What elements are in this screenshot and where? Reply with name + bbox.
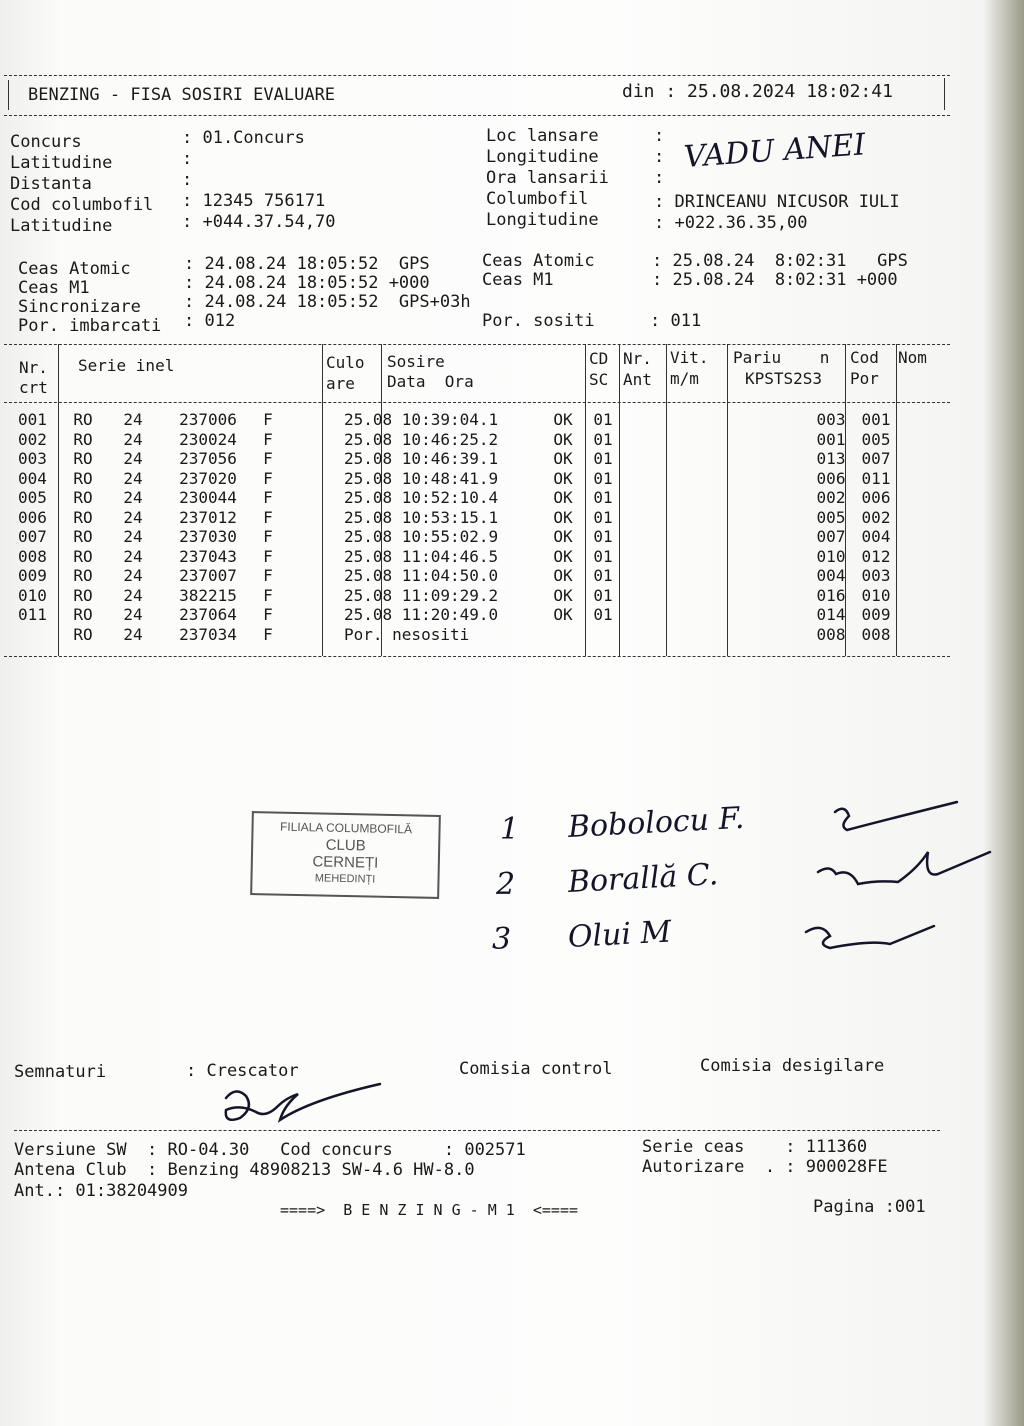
info-right-label: Columbofil [486, 189, 589, 209]
header-data-ora: Data Ora [387, 372, 474, 391]
table-top-rule [4, 344, 950, 345]
row-country: RO [73, 488, 93, 507]
row-sex: F [263, 566, 273, 585]
table-row [18, 625, 896, 645]
row-nr: 003 [18, 449, 47, 468]
table-row [18, 449, 896, 469]
row-sex: F [263, 507, 273, 527]
row-year: 24 [123, 488, 143, 507]
row-sex: F [263, 429, 273, 449]
clock-left-value: : 24.08.24 18:05:52 +000 [184, 273, 430, 293]
row-cod-por: 010 [816, 546, 846, 566]
empty-cell [626, 430, 806, 450]
row-nom: 006 [861, 488, 891, 507]
row-cod-por: 003 [816, 410, 846, 429]
info-left-value: : [182, 170, 193, 190]
empty-cell [278, 430, 338, 450]
empty-cell [278, 586, 338, 606]
info-right-label: Ora lansarii [486, 168, 609, 188]
footer-top-rule [14, 1130, 940, 1131]
row-antenna: 01 [593, 605, 613, 624]
row-nom: 003 [861, 566, 891, 585]
info-left-value: : [182, 149, 193, 169]
clock-right-label: Ceas Atomic [482, 251, 595, 271]
signature-comisia-control: Comisia control [459, 1059, 613, 1079]
row-sex: F [263, 488, 273, 507]
row-antenna: 01 [593, 468, 613, 488]
row-nom: 002 [861, 507, 891, 527]
row-nom: 010 [861, 585, 891, 605]
clock-left-label: Por. imbarcati [18, 316, 162, 336]
row-year: 24 [123, 449, 143, 468]
row-cd: OK [553, 449, 573, 468]
row-country: RO [73, 410, 93, 429]
info-left-label: Latitudine [10, 153, 113, 173]
clock-right-value: : 011 [650, 311, 702, 331]
row-ring: 237056 [179, 449, 237, 468]
header-culoare-1: Culo [326, 353, 365, 372]
header-serie-inel: Serie inel [78, 356, 175, 375]
row-arrival: 25.08 11:20:49.0 [344, 605, 499, 624]
row-country: RO [73, 449, 93, 468]
header-nr: Nr. [19, 358, 48, 377]
row-antenna: 01 [593, 527, 613, 546]
signature-crescator: : Crescator [186, 1061, 299, 1081]
row-arrival: 25.08 10:39:04.1 [344, 410, 499, 429]
row-sex: F [263, 585, 273, 605]
empty-cell [278, 605, 338, 625]
header-culoare-2: are [326, 374, 355, 393]
info-left-label: Cod columbofil [10, 195, 154, 215]
row-ring: 382215 [179, 585, 237, 605]
info-left-label: Distanta [10, 174, 92, 194]
row-ring: 237012 [179, 507, 237, 527]
empty-cell [626, 449, 806, 469]
row-ring: 230044 [179, 488, 237, 507]
footer-antenna: Antena Club : Benzing 48908213 SW-4.6 HW-8.0 [14, 1160, 475, 1180]
row-arrival: 25.08 10:46:25.2 [344, 429, 499, 449]
table-row [18, 469, 896, 489]
header-cd: CD [589, 349, 609, 368]
empty-cell [278, 527, 338, 547]
row-year: 24 [123, 527, 143, 546]
row-cod-por: 013 [816, 449, 846, 468]
info-right-value: : [654, 147, 665, 167]
table-row [18, 527, 896, 547]
header-sc: SC [589, 370, 609, 389]
clock-right-label: Ceas M1 [482, 270, 554, 290]
footer-clock-serial: Serie ceas : 111360 [642, 1137, 868, 1157]
row-arrival: 25.08 11:09:29.2 [344, 585, 499, 605]
clock-right-value: : 25.08.24 8:02:31 GPS [652, 251, 908, 271]
row-cd: OK [553, 605, 573, 624]
commission-name: Borallă C. [567, 857, 720, 900]
row-country: RO [73, 605, 93, 624]
row-nr: 011 [18, 605, 47, 624]
row-antenna: 01 [593, 507, 613, 527]
row-antenna: 01 [593, 566, 613, 585]
row-country: RO [73, 507, 93, 527]
row-country: RO [73, 468, 93, 488]
signature-comisia-desigilare: Comisia desigilare [700, 1056, 885, 1076]
info-right-label: Loc lansare [486, 126, 599, 146]
row-antenna: 01 [593, 546, 613, 566]
row-nom: 001 [861, 410, 891, 429]
row-ring: 237020 [179, 468, 237, 488]
footer-page-number: Pagina :001 [813, 1197, 926, 1217]
header-nom: Nom [898, 348, 927, 367]
row-nom: 008 [861, 624, 891, 644]
row-ring: 230024 [179, 429, 237, 449]
empty-cell [626, 547, 806, 567]
row-year: 24 [123, 468, 143, 488]
header-right-rule [944, 78, 945, 110]
row-country: RO [73, 429, 93, 449]
row-year: 24 [123, 566, 143, 585]
row-arrival: 25.08 10:52:10.4 [344, 488, 499, 507]
row-arrival: 25.08 10:48:41.9 [344, 468, 499, 488]
header-nr-ant-2: Ant [623, 370, 652, 389]
footer-version: Versiune SW : RO-04.30 Cod concurs : 002571 [14, 1140, 526, 1160]
arrivals-table [18, 410, 896, 644]
row-arrival: Por. nesositi [344, 624, 470, 644]
stamp-line: FILIALA COLUMBOFILĂ [279, 819, 413, 837]
row-antenna: 01 [593, 429, 613, 449]
header-pariu-2: KPSTS2S3 [745, 369, 823, 388]
table-row [18, 605, 896, 625]
row-cd: OK [553, 488, 573, 507]
info-left-label: Concurs [10, 132, 82, 152]
row-year: 24 [123, 507, 143, 527]
row-year: 24 [123, 429, 143, 449]
row-country: RO [73, 566, 93, 585]
row-ring: 237006 [179, 410, 237, 429]
table-row [18, 586, 896, 606]
row-cd: OK [553, 527, 573, 546]
empty-cell [278, 469, 338, 489]
stamp-line: MEHEDINȚI [314, 872, 376, 886]
row-country: RO [73, 527, 93, 546]
row-year: 24 [123, 605, 143, 624]
clock-right-label: Por. sositi [482, 311, 595, 331]
header-top-rule [4, 75, 950, 76]
row-ring: 237043 [179, 546, 237, 566]
header-pariu-1: Pariu n [733, 348, 830, 367]
club-stamp [250, 811, 441, 899]
row-nr: 005 [18, 488, 47, 507]
row-nr: 002 [18, 429, 47, 449]
row-cd: OK [553, 429, 573, 449]
table-row [18, 566, 896, 586]
row-cod-por: 004 [816, 566, 846, 585]
empty-cell [278, 488, 338, 508]
row-cod-por: 008 [816, 624, 846, 644]
row-cd: OK [553, 546, 573, 566]
release-place-handwritten: VADU ANEI [682, 127, 867, 175]
row-cod-por: 006 [816, 468, 846, 488]
row-ring: 237064 [179, 605, 237, 624]
header-cod-2: Por [850, 369, 879, 388]
row-nr: 001 [18, 410, 47, 429]
row-arrival: 25.08 11:04:50.0 [344, 566, 499, 585]
clock-left-value: : 24.08.24 18:05:52 GPS [184, 254, 430, 274]
clock-left-label: Sincronizare [18, 297, 141, 317]
row-cd: OK [553, 585, 573, 605]
row-ring: 237007 [179, 566, 237, 585]
row-cod-por: 016 [816, 585, 846, 605]
footer-brand: ====> B E N Z I N G - M 1 <==== [280, 1201, 579, 1219]
empty-cell [626, 625, 806, 645]
info-left-value: : 12345 756171 [182, 191, 326, 211]
header-crt: crt [19, 378, 48, 397]
row-nom: 005 [861, 429, 891, 449]
clock-left-label: Ceas M1 [18, 278, 90, 298]
empty-cell [278, 449, 338, 469]
info-right-label: Longitudine [486, 210, 599, 230]
commission-number: 2 [496, 867, 516, 902]
row-sex: F [263, 410, 273, 429]
row-sex: F [263, 527, 273, 546]
table-row [18, 488, 896, 508]
table-row [18, 430, 896, 450]
info-left-value: : +044.37.54,70 [182, 212, 336, 232]
clock-left-label: Ceas Atomic [18, 259, 131, 279]
header-vit-1: Vit. [670, 348, 709, 367]
row-nom: 007 [861, 449, 891, 468]
info-right-label: Longitudine [486, 147, 599, 167]
row-nom: 004 [861, 527, 891, 546]
row-country: RO [73, 624, 93, 644]
row-antenna: 01 [593, 488, 613, 507]
table-row [18, 547, 896, 567]
row-cod-por: 014 [816, 605, 846, 624]
empty-cell [626, 508, 806, 528]
info-left-label: Latitudine [10, 216, 113, 236]
empty-cell [278, 566, 338, 586]
empty-cell [626, 488, 806, 508]
clock-left-value: : 24.08.24 18:05:52 GPS+03h [184, 292, 471, 312]
stamp-line: CERNEȚI [312, 853, 379, 872]
signatures-label: Semnaturi [14, 1062, 107, 1082]
empty-cell [626, 469, 806, 489]
row-nr: 009 [18, 566, 47, 585]
row-nr: 004 [18, 468, 47, 488]
commission-name: Olui M [567, 914, 673, 955]
header-nr-ant-1: Nr. [623, 349, 652, 368]
empty-cell [278, 508, 338, 528]
header-bottom-rule [4, 115, 950, 116]
row-arrival: 25.08 10:53:15.1 [344, 507, 499, 527]
row-country: RO [73, 546, 93, 566]
row-cd: OK [553, 410, 573, 429]
empty-cell [278, 410, 338, 430]
report-date: din : 25.08.2024 18:02:41 [622, 81, 893, 102]
empty-cell [626, 605, 806, 625]
commission-number: 3 [492, 922, 512, 957]
stamp-line: CLUB [325, 836, 366, 855]
row-cd: OK [553, 507, 573, 527]
row-country: RO [73, 585, 93, 605]
row-year: 24 [123, 585, 143, 605]
row-cod-por: 002 [816, 488, 846, 507]
row-cd: OK [553, 566, 573, 585]
row-nom: 011 [861, 468, 891, 488]
row-sex: F [263, 546, 273, 566]
clock-right-value: : 25.08.24 8:02:31 +000 [652, 270, 898, 290]
row-nom: 009 [861, 605, 891, 624]
row-sex: F [263, 449, 273, 468]
row-year: 24 [123, 624, 143, 644]
empty-cell [626, 527, 806, 547]
commission-name: Bobolocu F. [567, 800, 746, 845]
row-antenna: 01 [593, 410, 613, 429]
row-antenna [580, 625, 626, 645]
row-sex: F [263, 468, 273, 488]
row-sex: F [263, 605, 273, 624]
empty-cell [626, 410, 806, 430]
header-cod-1: Cod [850, 348, 879, 367]
row-ring: 237034 [179, 624, 237, 644]
row-year: 24 [123, 410, 143, 429]
empty-cell [626, 566, 806, 586]
row-nr [18, 625, 58, 645]
info-right-value: : [654, 126, 665, 146]
empty-cell [278, 547, 338, 567]
header-left-rule [8, 80, 9, 110]
row-cd: OK [553, 468, 573, 488]
info-right-value: : DRINCEANU NICUSOR IULI [654, 192, 900, 212]
footer-authorization: Autorizare . : 900028FE [642, 1157, 888, 1177]
empty-cell [626, 586, 806, 606]
info-right-value: : +022.36.35,00 [654, 213, 808, 233]
info-right-value: : [654, 168, 665, 188]
info-left-value: : 01.Concurs [182, 128, 305, 148]
row-antenna: 01 [593, 585, 613, 605]
row-sex: F [263, 624, 273, 644]
row-nr: 010 [18, 585, 47, 605]
row-cd [546, 625, 580, 645]
report-title: BENZING - FISA SOSIRI EVALUARE [28, 85, 336, 105]
header-vit-2: m/m [670, 369, 699, 388]
row-antenna: 01 [593, 449, 613, 468]
row-year: 24 [123, 546, 143, 566]
table-header-rule [4, 402, 950, 403]
empty-cell [278, 625, 338, 645]
row-nr: 008 [18, 546, 47, 566]
clock-left-value: : 012 [184, 311, 236, 331]
row-cod-por: 001 [816, 429, 846, 449]
row-arrival: 25.08 10:55:02.9 [344, 527, 499, 546]
row-cod-por: 005 [816, 507, 846, 527]
header-sosire: Sosire [387, 352, 445, 371]
commission-number: 1 [500, 812, 520, 847]
row-cod-por: 007 [816, 527, 846, 546]
row-nr: 007 [18, 527, 47, 546]
row-nr: 006 [18, 507, 47, 527]
row-ring: 237030 [179, 527, 237, 546]
col-sep [896, 344, 897, 656]
row-arrival: 25.08 10:46:39.1 [344, 449, 499, 468]
footer-antenna-id: Ant.: 01:38204909 [14, 1181, 188, 1201]
row-arrival: 25.08 11:04:46.5 [344, 546, 499, 566]
table-row [18, 410, 896, 430]
table-bottom-rule [4, 656, 950, 657]
table-row [18, 508, 896, 528]
row-nom: 012 [861, 546, 891, 566]
